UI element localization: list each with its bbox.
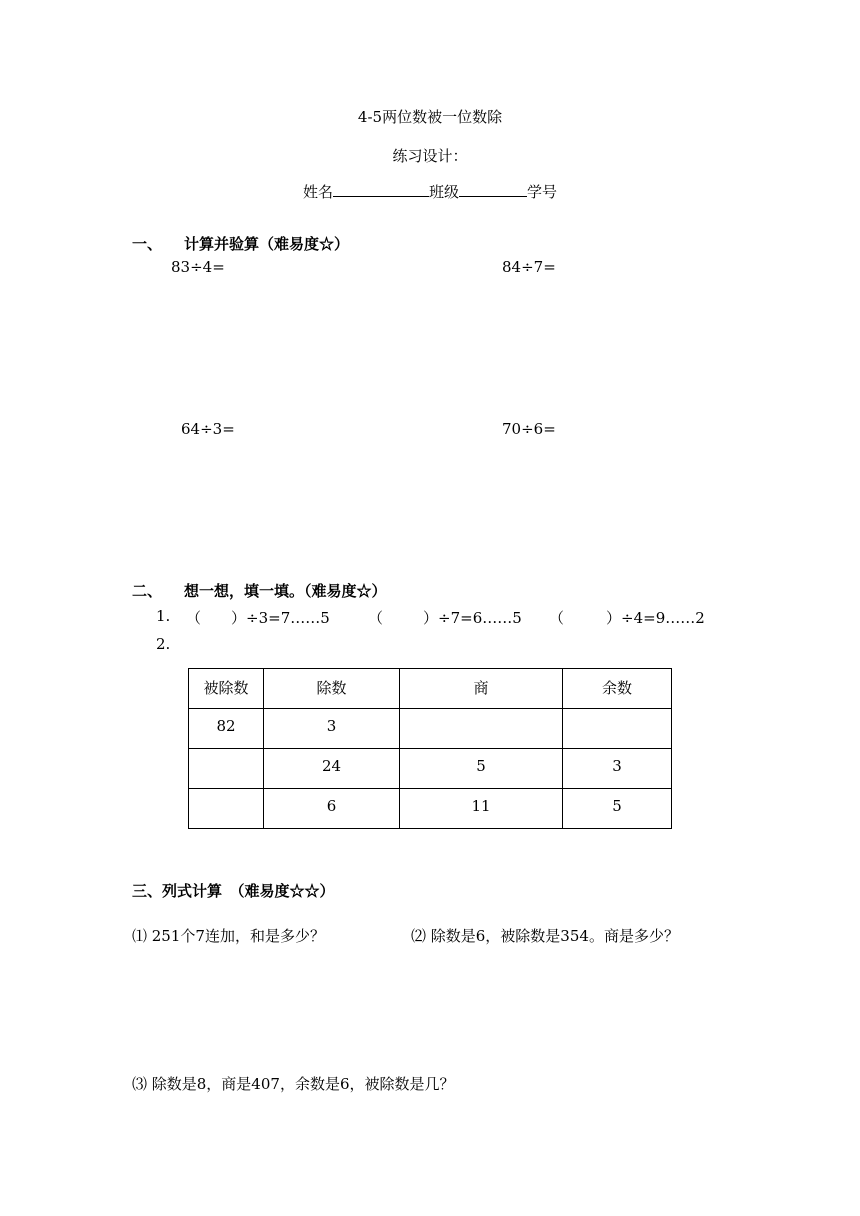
table-cell: 11 (400, 789, 563, 829)
q1-part-1-expression: ÷3=7……5 (246, 609, 330, 627)
header-quotient: 商 (400, 669, 563, 709)
worksheet-subtitle: 练习设计： (392, 147, 468, 165)
section3-question-2: ⑵ 除数是6，被除数是354。商是多少？ (411, 927, 679, 945)
q2-number: 2. (156, 635, 171, 653)
section1-heading: 计算并验算（难易度☆） (184, 235, 350, 253)
section3-question-3: ⑶ 除数是8，商是407，余数是6，被除数是几？ (132, 1075, 455, 1093)
table-header-row (189, 669, 672, 709)
class-label: 班级 (428, 183, 459, 201)
table-cell-blank[interactable] (189, 749, 264, 789)
problem-84-div-7: 84÷7= (502, 258, 556, 276)
division-table (188, 668, 672, 829)
header-dividend: 被除数 (189, 669, 264, 709)
problem-83-div-4: 83÷4= (171, 258, 225, 276)
open-paren: （ (549, 609, 565, 627)
table-cell-blank[interactable] (189, 789, 264, 829)
section3-question-1: ⑴ 251个7连加，和是多少？ (132, 927, 325, 945)
section1-number: 一、 (132, 235, 163, 253)
table-cell: 3 (264, 709, 400, 749)
q1-part-2 (368, 607, 522, 628)
table-cell: 5 (400, 749, 563, 789)
table-row (189, 709, 672, 749)
close-paren: ） (231, 609, 247, 627)
close-paren: ） (606, 609, 622, 627)
student-info-line (0, 180, 860, 202)
q1-part-3-expression: ÷4=9……2 (621, 609, 705, 627)
problem-64-div-3: 64÷3= (181, 420, 235, 438)
q1-part-3 (549, 607, 705, 628)
section3-heading: 三、列式计算 （难易度☆☆） (132, 882, 335, 900)
table-cell: 24 (264, 749, 400, 789)
table-cell: 82 (189, 709, 264, 749)
section2-heading: 想一想，填一填。（难易度☆） (184, 582, 387, 600)
worksheet-title: 4-5两位数被一位数除 (357, 108, 503, 126)
name-label: 姓名 (302, 183, 333, 201)
close-paren: ） (423, 609, 439, 627)
open-paren: （ (368, 609, 384, 627)
table-cell: 5 (563, 789, 672, 829)
q1-part-1 (186, 607, 330, 628)
header-remainder: 余数 (563, 669, 672, 709)
class-field[interactable] (459, 180, 527, 197)
q1-number: 1. (156, 607, 171, 625)
table-cell-blank[interactable] (563, 709, 672, 749)
q1-part-2-expression: ÷7=6……5 (438, 609, 522, 627)
id-label: 学号 (527, 183, 558, 201)
table-cell-blank[interactable] (400, 709, 563, 749)
header-divisor: 除数 (264, 669, 400, 709)
table-row (189, 749, 672, 789)
table-cell: 3 (563, 749, 672, 789)
section2-number: 二、 (132, 582, 163, 600)
open-paren: （ (186, 609, 202, 627)
table-cell: 6 (264, 789, 400, 829)
name-field[interactable] (333, 180, 429, 197)
problem-70-div-6: 70÷6= (502, 420, 556, 438)
table-row (189, 789, 672, 829)
